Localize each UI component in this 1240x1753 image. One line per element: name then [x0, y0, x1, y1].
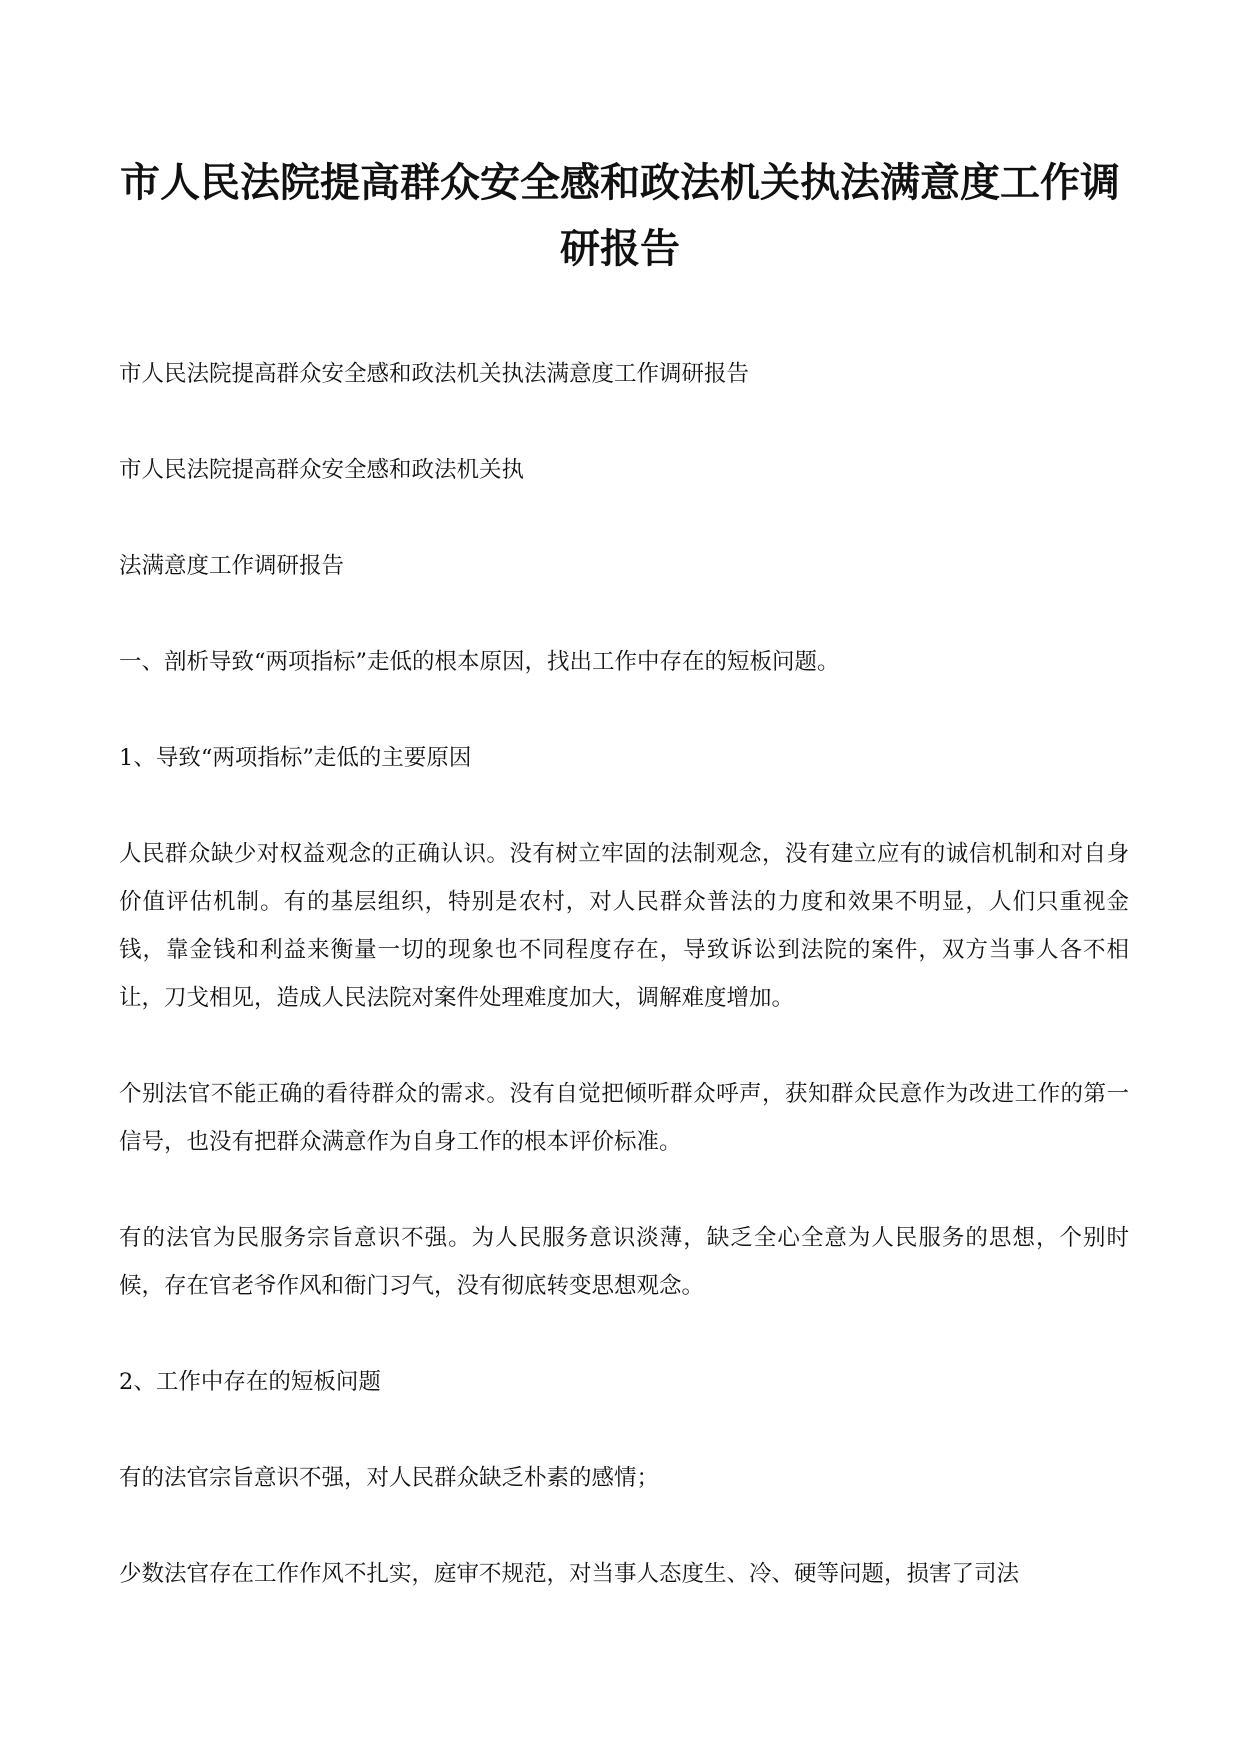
- paragraph-subtitle-line-2: 法满意度工作调研报告: [119, 553, 345, 579]
- subsection-heading-1: 1、导致“两项指标”走低的主要原因: [119, 745, 472, 771]
- paragraph-subtitle-line-1: 市人民法院提高群众安全感和政法机关执: [119, 457, 525, 483]
- paragraph-problem-2: 少数法官存在工作作风不扎实，庭审不规范，对当事人态度生、冷、硬等问题，损害了司法: [119, 1561, 1020, 1587]
- paragraph-cause-3: 有的法官为民服务宗旨意识不强。为人民服务意识淡薄，缺乏全心全意为人民服务的思想，个别时候，存在官老爷作风和衙门习气，没有彻底转变思想观念。: [119, 1225, 1129, 1299]
- subsection-heading-2: 2、工作中存在的短板问题: [119, 1369, 381, 1395]
- paragraph-problem-1: 有的法官宗旨意识不强，对人民群众缺乏朴素的感情；: [119, 1465, 660, 1491]
- document-title: 市人民法院提高群众安全感和政法机关执法满意度工作调研报告: [120, 159, 1120, 272]
- paragraph-cause-2: 个别法官不能正确的看待群众的需求。没有自觉把倾听群众呼声，获知群众民意作为改进工作的第一信号，也没有把群众满意作为自身工作的根本评价标准。: [119, 1081, 1129, 1155]
- section-heading-1: 一、剖析导致“两项指标”走低的根本原因，找出工作中存在的短板问题。: [119, 649, 840, 675]
- paragraph-cause-1: 人民群众缺少对权益观念的正确认识。没有树立牢固的法制观念，没有建立应有的诚信机制和对自身价值评估机制。有的基层组织，特别是农村，对人民群众普法的力度和效果不明显，人们只重视金钱，靠金钱和利益来衡量一切的现象也不同程度存在，导致诉讼到法院的案件，双方当事人各不相让，刀戈相见，造成人民法院对案件处理难度加大，调解难度增加。: [119, 841, 1129, 1011]
- document-body: [119, 350, 1129, 1646]
- paragraph-subtitle: 市人民法院提高群众安全感和政法机关执法满意度工作调研报告: [119, 361, 750, 387]
